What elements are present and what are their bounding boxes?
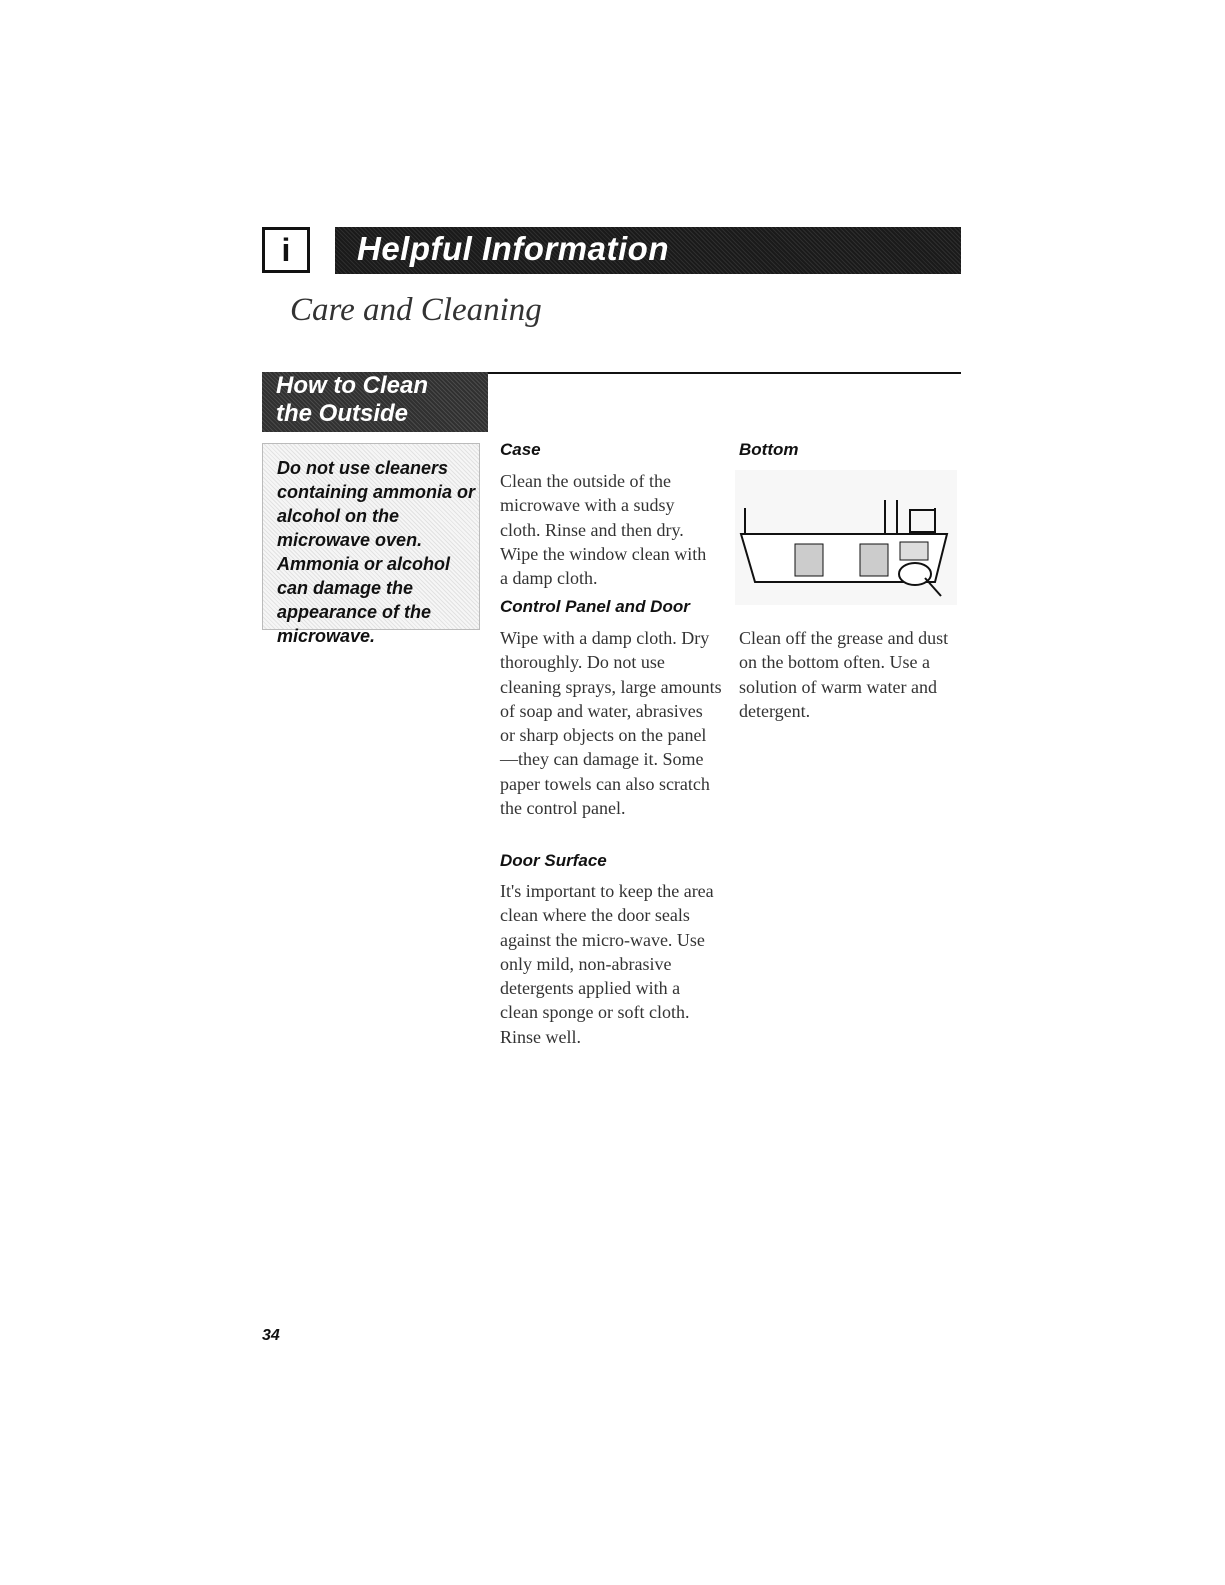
section-title-line1: How to Clean bbox=[276, 372, 429, 399]
page-number: 34 bbox=[262, 1327, 280, 1344]
bottom-body: Clean off the grease and dust on the bottom often. Use a solution of warm water and detergent. bbox=[739, 628, 949, 721]
case-heading: Case bbox=[500, 440, 541, 459]
control-panel-heading: Control Panel and Door bbox=[500, 597, 690, 616]
section-banner bbox=[335, 227, 961, 274]
bottom-heading: Bottom bbox=[739, 440, 799, 459]
case-body: Clean the outside of the microwave with a sudsy cloth. Rinse and then dry. Wipe the window clean with a damp cloth. bbox=[500, 471, 707, 589]
header-rule bbox=[487, 372, 961, 374]
warning-box bbox=[262, 443, 480, 646]
warning-text: Do not use cleaners containing ammonia or alcohol on the microwave oven. Ammonia or alcohol can damage the appearance of the microwave. bbox=[277, 458, 476, 646]
section-header bbox=[262, 372, 488, 432]
door-surface-heading: Door Surface bbox=[500, 851, 607, 870]
page-subtitle: Care and Cleaning bbox=[290, 292, 542, 328]
banner-title: Helpful Information bbox=[357, 230, 669, 267]
section-title-line2: the Outside bbox=[276, 400, 409, 427]
microwave-bottom-illustration bbox=[735, 470, 957, 605]
info-icon-letter: i bbox=[281, 232, 291, 268]
door-surface-body: It's important to keep the area clean where the door seals against the micro-wave. Use only mild, non-abrasive detergents applied with a clean sponge or soft cloth. Rinse well. bbox=[500, 881, 714, 1047]
control-panel-body: Wipe with a damp cloth. Dry thoroughly. Do not use cleaning sprays, large amounts of soap and water, abrasives or sharp objects on the panel—they can damage it. Some paper towels can also scratch the control panel. bbox=[500, 628, 722, 819]
info-icon bbox=[262, 227, 310, 273]
